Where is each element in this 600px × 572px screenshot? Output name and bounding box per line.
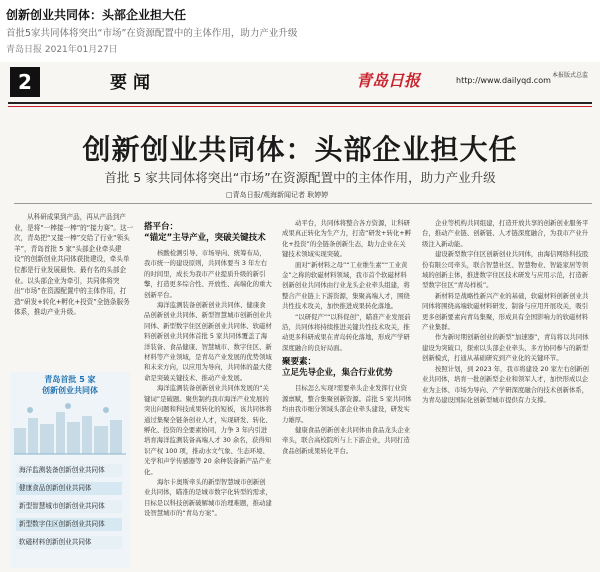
article-subheadline: 首批 5 家共同体将突出“市场”在资源配置中的主体作用，助力产业升级: [104, 170, 496, 185]
community-list-item: 新型数字住区创新创业共同体: [16, 518, 122, 531]
page-header: [0, 0, 600, 60]
body-paragraph: 健康食品创新创业共同体由食品龙头企业牵头，联合高校院所与上下游企业，共同打造食品创新成果转化平台。: [282, 425, 411, 455]
masthead: [0, 62, 600, 102]
infographic-title: 青岛首批 5 家 创新创业共同体: [42, 375, 98, 395]
body-paragraph: 面对“新材料之母”“工业维生素”“工业黄金”之称的软磁材料领域，我市首个软磁材料创新创业共同体由行业龙头企业牵头组建，将整合产业链上下游资源，集聚高端人才，围绕共性技术攻关，加快推进成果转化落地。: [282, 260, 410, 311]
headline-rule: [14, 203, 592, 204]
masthead-accent-rule: [8, 106, 592, 107]
masthead-rule: [8, 102, 592, 104]
article-column-1: [144, 218, 272, 568]
body-paragraph: 海洋监测装备创新创业共同体、健康食品创新创业共同体、新型智慧城市创新创业共同体、新型数字住区创新创业共同体、软磁材料创新创业共同体首批 5 家共同体覆盖了海洋装备、食品健康、智慧城市、数字住区、新材料等产业领域，是青岛产业发展的优势领域和未来方向，以应用为导向，共同体的最大使命是突破关键技术、推动产业发展。: [144, 301, 272, 382]
community-list-item: 新型智慧城市创新创业共同体: [16, 500, 122, 513]
lead-paragraph: 从科研成果到产品，再从产品到产业，是将“一棒接一棒”的“接力赛”。这一次，青岛把“又接一棒”交给了行业“领头羊”，青岛首批 5 家“头部企业牵头建设”的创新创业共同体获批建设，牵头单位都是行业发展最快、最有名的头部企业。以头部企业为牵引，共同体将突出“市场”在资源配置中的主体作用，打造“研发+转化+孵化+投资”全链条服务体系，推动产业升级。: [14, 213, 134, 317]
body-paragraph: 企业等机构共同组建，打造开放共享的创新创业服务平台，推动产业链、创新链、人才链深度融合，为我市产业升级注入新动能。: [422, 219, 589, 248]
article-headline: 创新创业共同体：头部企业担大任: [82, 133, 518, 166]
page-number: 2: [10, 67, 40, 97]
section-title: 要闻: [110, 73, 156, 93]
editor-note: 本报版式总监: [552, 72, 589, 79]
body-paragraph: 新材料是战略性新兴产业的基础，软磁材料创新创业共同体将围绕高端软磁材料研发、制备与应用开展攻关，吸引更多创新要素向青岛集聚，形成具有全国影响力的软磁材料产业集群。: [422, 291, 589, 332]
body-paragraph: 建设新型数字住区创新创业共同体，由海信网络科技股份有限公司牵头，联合智慧社区、智慧物业、智能家居等领域的创新主体，推进数字住区技术研发与应用示范，打造新型数字住区“青岛样板”。: [422, 250, 589, 290]
body-paragraph: 核酸检测引导、市场导向、统筹布局，我市统一的建设原则，共同体要当 3 年左右的时间里，成长为我市产业提质升级的新引擎，打造更多综合性、开放性、高端化的重大创新平台。: [144, 249, 272, 299]
article-column-2: [282, 218, 412, 568]
community-list-item: 软磁材料创新创业共同体: [16, 536, 122, 549]
body-paragraph: 作为新时期创新创业的新型“加速器”，青岛将以共同体建设为突破口，探索以头部企业牵头、多方协同参与的新型创新模式，打通从基础研究到产业化的关键环节。: [422, 333, 589, 363]
article-lead: [14, 212, 134, 352]
body-paragraph: “以研促产”“以科促创”，瞄准产业发展前沿，共同体将持续推进关键共性技术攻关，推动更多科研成果在青岛转化落地，形成产学研深度融合的良好局面。: [282, 312, 411, 352]
article-byline: □青岛日报/观海新闻记者 耿婷婷: [226, 191, 329, 199]
newspaper-page: [0, 62, 600, 572]
body-paragraph: 海洋监测装备创新创业共同体发展的“关键词”是破题。聚焦制约我市海洋产业发展的突出问题和科技成果转化的短板，该共同体将通过集聚全链条创业人才，实现研发、转化、孵化、投资的全要素协同，力争 3 年内引进培育海洋监测装备高端人才 30 余名，获得知识产权 100 项，推动水文气象、生态环境、光学和声学传感器等 20 余种装备新产品产业化。: [144, 384, 272, 476]
section-heading-platform: 搭平台： “锚定”主导产业，突破关键技术: [144, 222, 266, 243]
community-list-item: 健康食品创新创业共同体: [16, 482, 122, 495]
body-paragraph: 按照计划，到 2023 年，我市将建设 20 家左右创新创业共同体，培育一批创新型企业和领军人才，加快形成以企业为主体、市场为导向、产学研深度融合的技术创新体系，为青岛建设国际化创新型城市提供有力支撑。: [422, 364, 589, 404]
community-list-item: 海洋监测装备创新创业共同体: [16, 464, 122, 477]
body-paragraph: 动平台，共同体将整合各方资源，让科研成果真正转化为生产力，打造“研发+转化+孵化+投资”的全链条创新生态，助力企业在关键技术领域实现突破。: [282, 219, 412, 259]
infographic: [10, 372, 130, 568]
newspaper-url[interactable]: http://www.dailyqd.com: [456, 76, 551, 85]
section-heading-elements: 聚要素： 立足先导企业，集合行业优势: [282, 357, 393, 379]
page-subtitle: 首批5家共同体将突出“市场”在资源配置中的主体作用，助力产业升级: [6, 28, 298, 39]
newspaper-logo: 青岛日报: [356, 71, 421, 90]
body-paragraph: 目标怎么实现?需要牵头企业发挥行业资源禀赋，整合集聚创新资源。首批 5 家共同体均由我市细分领域头部企业牵头建设，研发实力雄厚。: [282, 384, 412, 424]
article-column-3: [422, 218, 592, 568]
page-title[interactable]: 创新创业共同体：头部企业担大任: [6, 8, 187, 22]
source-line: 青岛日报 2021年01月27日: [6, 45, 118, 55]
body-paragraph: 海尔卡奥斯牵头的新型智慧城市创新创业共同体，瞄准的是城市数字化转型的需求，目标是以科技创新破解城市治理难题，推动建设智慧城市的“青岛方案”。: [144, 477, 272, 518]
